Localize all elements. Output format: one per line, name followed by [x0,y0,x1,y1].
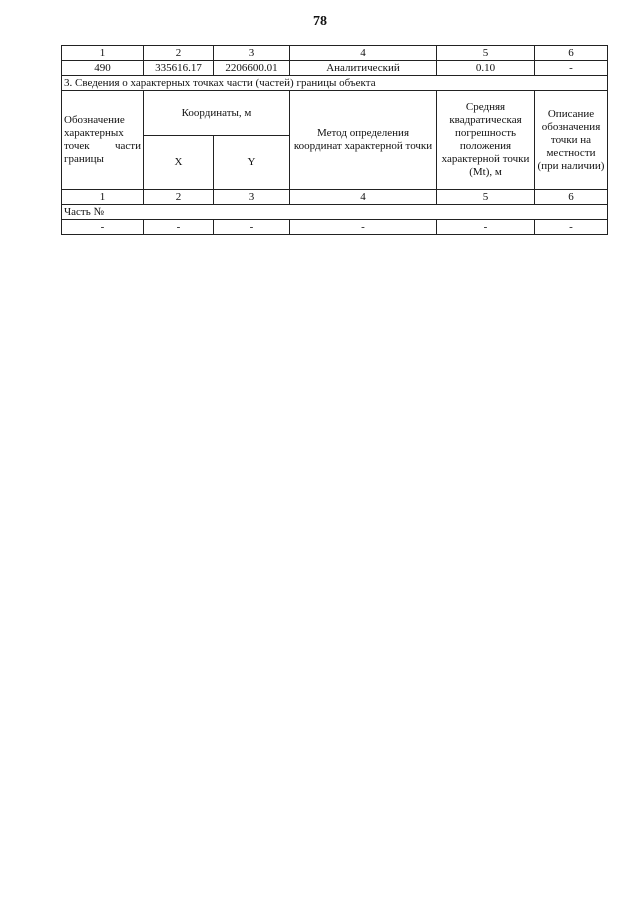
col-number-cell: 3 [214,46,290,61]
part-label-row [62,205,608,220]
header-x: X [144,136,214,190]
col-number-cell: 4 [290,190,437,205]
top-data-row [62,61,608,76]
top-column-numbers-row [62,46,608,61]
empty-cell: - [62,220,144,235]
empty-cell: - [535,220,608,235]
col-number-cell: 5 [437,46,535,61]
col-number-cell: 6 [535,46,608,61]
method-cell: Аналитический [290,61,437,76]
empty-cell: - [290,220,437,235]
col-number-cell: 2 [144,46,214,61]
header-point-designation: Обозначение характерных точек части границы [62,91,144,190]
empty-data-row [62,220,608,235]
empty-cell: - [144,220,214,235]
x-coordinate-cell: 335616.17 [144,61,214,76]
col-number-cell: 2 [144,190,214,205]
header-error: Средняя квадратическая погрешность положения характерной точки (Mt), м [437,91,535,190]
description-cell: - [535,61,608,76]
col-number-cell: 6 [535,190,608,205]
header-method: Метод определения координат характерной точки [290,91,437,190]
header-row-1 [62,91,608,136]
page-number: 78 [313,14,327,29]
header-coordinates: Координаты, м [144,91,290,136]
section-column-numbers-row [62,190,608,205]
y-coordinate-cell: 2206600.01 [214,61,290,76]
col-number-cell: 3 [214,190,290,205]
point-number-cell: 490 [62,61,144,76]
boundary-points-table [61,45,608,235]
part-label: Часть № [62,205,608,220]
col-number-cell: 1 [62,46,144,61]
error-cell: 0.10 [437,61,535,76]
header-description: Описание обозначения точки на местности (при наличии) [535,91,608,190]
header-y: Y [214,136,290,190]
empty-cell: - [437,220,535,235]
section-title: 3. Сведения о характерных точках части (частей) границы объекта [62,76,608,91]
col-number-cell: 4 [290,46,437,61]
section-title-row [62,76,608,91]
col-number-cell: 1 [62,190,144,205]
col-number-cell: 5 [437,190,535,205]
empty-cell: - [214,220,290,235]
